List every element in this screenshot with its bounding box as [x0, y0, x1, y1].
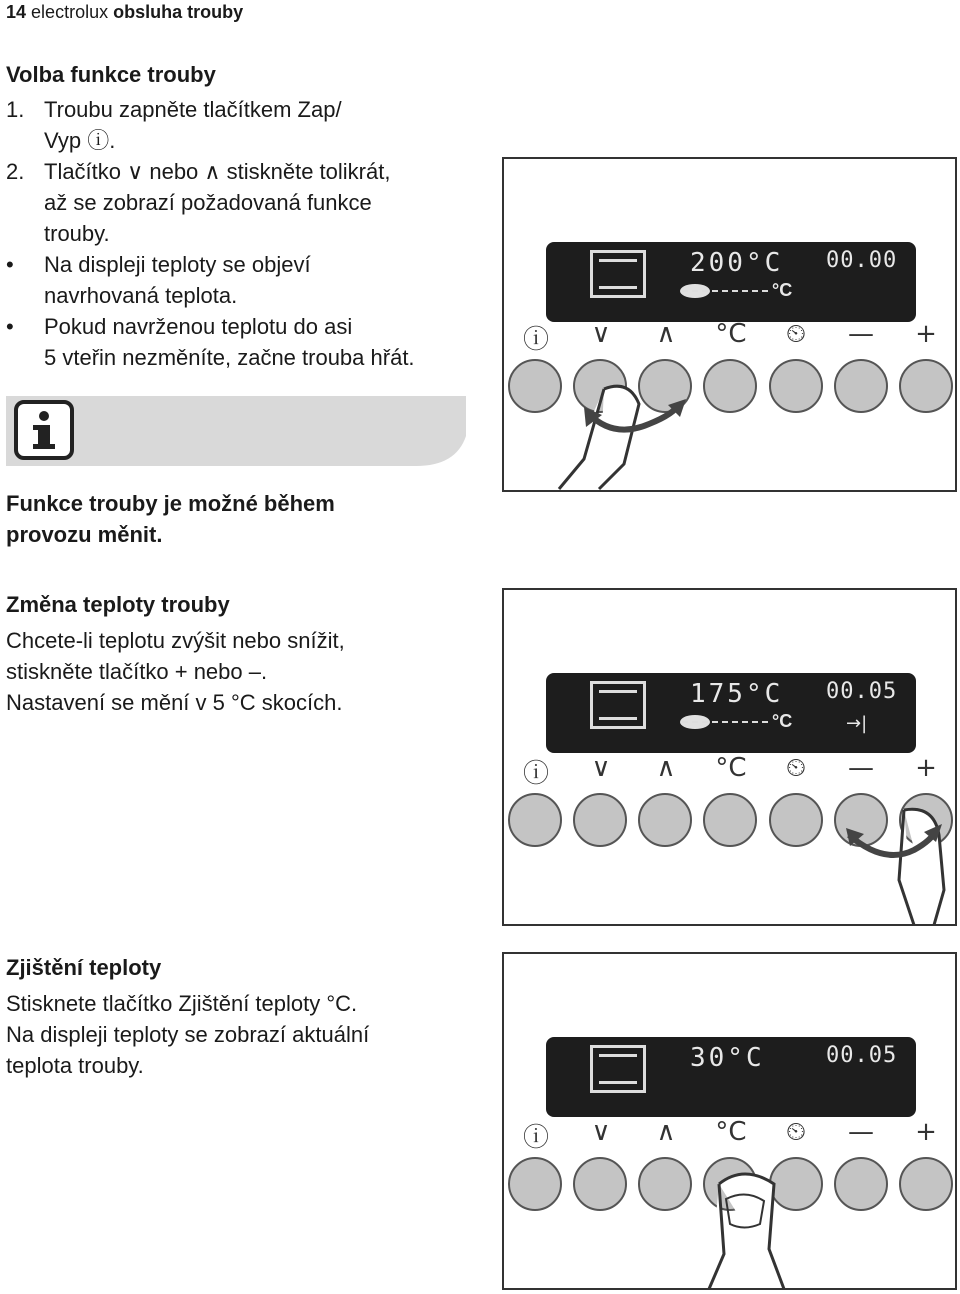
finger-icon: [844, 800, 954, 925]
down-icon: ∨: [591, 1117, 611, 1147]
plus-icon: +: [915, 753, 937, 783]
finger-icon: [694, 1169, 804, 1289]
oven-display-3: [546, 1037, 916, 1117]
zjisteni-body: Stisknete tlačítko Zjištění teploty °C. Na displeji teploty se zobrazí aktuální teplota trouby.: [6, 991, 370, 1078]
oven-icon: [590, 1045, 646, 1093]
bullet-item: [6, 249, 476, 311]
minus-button[interactable]: [834, 1157, 888, 1211]
finger-icon: [544, 369, 744, 494]
timer-icon: ⏲: [785, 319, 807, 349]
timer-button[interactable]: [769, 793, 823, 847]
down-icon: ∨: [591, 319, 611, 349]
control-icons-2: [516, 753, 946, 790]
end-arrow-icon: →|: [846, 713, 868, 734]
info-text: Funkce trouby je možné během provozu měnit.: [6, 491, 335, 547]
temperature-button[interactable]: [703, 793, 757, 847]
zjisteni-heading: Zjištění teploty: [6, 955, 162, 980]
power-icon: ⓘ: [522, 759, 549, 789]
list-line: až se zobrazí požadovaná funkce: [44, 190, 372, 215]
up-button[interactable]: [638, 793, 692, 847]
plus-icon: +: [915, 319, 937, 349]
power-button[interactable]: [508, 793, 562, 847]
bullet-item: [6, 311, 476, 373]
oven-icon: [590, 250, 646, 298]
list-line: 5 vteřin nezměníte, začne trouba hřát.: [44, 345, 415, 370]
power-button[interactable]: [508, 1157, 562, 1211]
page-number: 14: [6, 2, 27, 22]
up-icon: ∧: [656, 319, 676, 349]
bullet-marker: •: [6, 314, 14, 339]
up-icon: ∧: [656, 1117, 676, 1147]
heat-bar: [682, 721, 768, 725]
plus-button[interactable]: [899, 1157, 953, 1211]
plus-icon: +: [915, 1117, 937, 1147]
brand-name: electrolux: [31, 2, 109, 22]
down-button[interactable]: [573, 793, 627, 847]
oven-panel-2: [502, 588, 957, 926]
power-icon: ⓘ: [522, 325, 549, 355]
timer-icon: ⏲: [785, 1117, 807, 1147]
info-bar: [6, 396, 466, 466]
down-icon: ∨: [591, 753, 611, 783]
oven-icon: [590, 681, 646, 729]
clock-readout: 00.00: [826, 248, 898, 273]
oven-display-2: [546, 673, 916, 753]
step-number: 1.: [6, 97, 25, 122]
page-header: [6, 2, 243, 23]
temperature-readout: 30°C: [690, 1043, 765, 1073]
bullet-marker: •: [6, 252, 14, 277]
list-line: Troubu zapněte tlačítkem Zap/: [44, 97, 342, 122]
list-line: navrhovaná teplota.: [44, 283, 238, 308]
minus-icon: —: [848, 1117, 874, 1147]
list-line: Tlačítko ∨ nebo ∧ stiskněte tolikrát,: [44, 159, 391, 184]
zmena-heading: Změna teploty trouby: [6, 592, 230, 617]
control-icons-1: [516, 319, 946, 356]
temperature-icon: °C: [715, 753, 747, 783]
volba-body: [6, 94, 476, 373]
section-title: obsluha trouby: [113, 2, 244, 22]
temperature-icon: °C: [715, 1117, 747, 1147]
zmena-body: Chcete-li teplotu zvýšit nebo snížit, stiskněte tlačítko + nebo –. Nastavení se mění v 5 °C skocích.: [6, 628, 345, 715]
list-line: Na displeji teploty se objeví: [44, 252, 311, 277]
oven-display-1: [546, 242, 916, 322]
unit-label: °C: [772, 280, 793, 300]
timer-button[interactable]: [769, 359, 823, 413]
control-icons-3: [516, 1117, 946, 1154]
plus-button[interactable]: [899, 359, 953, 413]
numbered-step: [6, 94, 476, 156]
up-button[interactable]: [638, 1157, 692, 1211]
list-line: Pokud navrženou teplotu do asi: [44, 314, 353, 339]
minus-button[interactable]: [834, 359, 888, 413]
oven-panel-1: [502, 157, 957, 492]
step-number: 2.: [6, 159, 25, 184]
heat-bar: [682, 290, 768, 294]
numbered-step: [6, 156, 476, 249]
power-icon: ⓘ: [522, 1123, 549, 1153]
temperature-readout: 175°C: [690, 679, 784, 709]
unit-label: °C: [772, 711, 793, 731]
list-line: Vyp ⓘ.: [44, 128, 116, 153]
up-icon: ∧: [656, 753, 676, 783]
minus-icon: —: [848, 753, 874, 783]
volba-heading: Volba funkce trouby: [6, 62, 216, 87]
oven-panel-3: [502, 952, 957, 1290]
minus-icon: —: [848, 319, 874, 349]
temperature-icon: °C: [715, 319, 747, 349]
list-line: trouby.: [44, 221, 110, 246]
clock-readout: 00.05: [826, 679, 898, 704]
clock-readout: 00.05: [826, 1043, 898, 1068]
temperature-readout: 200°C: [690, 248, 784, 278]
timer-icon: ⏲: [785, 753, 807, 783]
down-button[interactable]: [573, 1157, 627, 1211]
